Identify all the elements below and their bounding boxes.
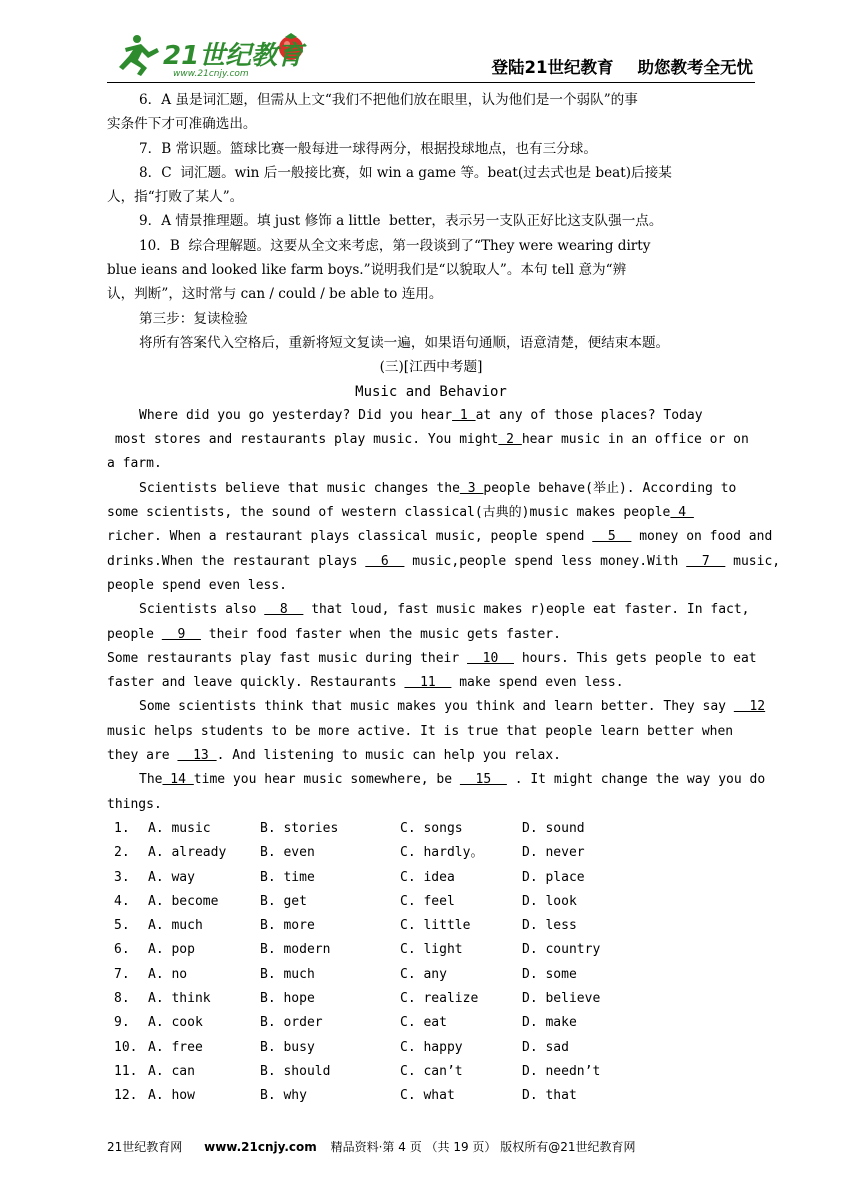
option-row	[107, 1084, 755, 1108]
option-d: D. never	[522, 845, 585, 861]
explanation-line: 认，判断”，这时常与 can / could / be able to 连用。	[107, 286, 443, 303]
option-row	[107, 914, 755, 938]
option-a: A. way	[148, 869, 195, 885]
option-b: B. much	[260, 966, 315, 982]
site-logo	[111, 30, 311, 80]
option-a: A. can	[148, 1063, 195, 1079]
document-body	[107, 88, 781, 1108]
option-a: A. how	[148, 1088, 195, 1104]
option-row	[107, 963, 755, 987]
blank: 13	[177, 748, 217, 764]
option-b: B. should	[260, 1063, 331, 1079]
option-d: D. that	[522, 1088, 577, 1104]
option-b: B. more	[260, 918, 315, 934]
option-b: B. modern	[260, 942, 331, 958]
option-row	[107, 1060, 755, 1084]
option-n: 10.	[114, 1039, 138, 1055]
option-n: 1.	[114, 820, 130, 836]
option-c: C. idea	[400, 869, 455, 885]
option-a: A. much	[148, 918, 203, 934]
blank: 9	[161, 626, 201, 642]
options-list	[107, 817, 755, 1109]
option-n: 9.	[114, 1015, 130, 1031]
option-d: D. needn’t	[522, 1063, 601, 1079]
option-row	[107, 1036, 755, 1060]
header-slogan	[492, 54, 753, 78]
option-b: B. get	[260, 893, 307, 909]
explanation-line: 6．A 虽是词汇题，但需从上文“我们不把他们放在眼里，认为他们是一个弱队”的事	[139, 92, 638, 108]
option-b: B. busy	[260, 1039, 315, 1055]
option-c: C. hardly。	[400, 845, 484, 861]
option-d: D. believe	[522, 990, 601, 1006]
option-d: D. sound	[522, 820, 585, 836]
blank: 5	[592, 529, 632, 545]
blank: 2	[498, 432, 522, 448]
footer-url: www.21cnjy.com	[204, 1140, 317, 1154]
option-n: 11.	[114, 1063, 138, 1079]
option-c: C. light	[400, 942, 463, 958]
option-c: C. realize	[400, 990, 479, 1006]
option-n: 4.	[114, 893, 130, 909]
option-n: 2.	[114, 845, 130, 861]
option-a: A. become	[148, 893, 219, 909]
option-n: 5.	[114, 918, 130, 934]
option-c: C. eat	[400, 1015, 447, 1031]
step-heading: 第三步：复读检验	[139, 310, 248, 327]
option-c: C. can’t	[400, 1063, 463, 1079]
option-a: A. cook	[148, 1015, 203, 1031]
option-d: D. sad	[522, 1039, 569, 1055]
svg-text:21世纪教育: 21世纪教育	[163, 41, 304, 71]
option-d: D. less	[522, 918, 577, 934]
option-b: B. even	[260, 845, 315, 861]
slogan-right: 助您教考全无忧	[637, 58, 753, 77]
explanation-line: 将所有答案代入空格后，重新将短文复读一遍，如果语句通顺，语意清楚，便结束本题。	[139, 334, 670, 351]
option-c: C. songs	[400, 820, 463, 836]
option-b: B. order	[260, 1015, 323, 1031]
option-n: 6.	[114, 942, 130, 958]
footer-text: 精品资料·第 4 页 （共 19 页） 版权所有@21世纪教育网	[330, 1140, 636, 1154]
option-row	[107, 987, 755, 1011]
option-a: A. already	[148, 845, 227, 861]
option-a: A. free	[148, 1039, 203, 1055]
explanation-line: blue ieans and looked like farm boys.”说明我们是“以貌取人”。本句 tell 意为“辨	[107, 262, 627, 279]
option-c: C. what	[400, 1088, 455, 1104]
option-n: 12.	[114, 1088, 138, 1104]
explanation-line: 实条件下才可准确选出。	[107, 116, 257, 133]
blank: 3	[459, 480, 484, 496]
option-b: B. hope	[260, 990, 315, 1006]
page-footer	[107, 1138, 755, 1155]
option-b: B. why	[260, 1088, 307, 1104]
option-c: C. any	[400, 966, 447, 982]
explanation-line: 7．B 常识题。篮球比赛一般每进一球得两分，根据投球地点，也有三分球。	[139, 140, 597, 157]
option-row	[107, 1011, 755, 1035]
option-d: D. some	[522, 966, 577, 982]
option-row	[107, 841, 755, 865]
blank: 6	[365, 553, 405, 569]
blank: 8	[264, 602, 304, 618]
option-c: C. feel	[400, 893, 455, 909]
option-d: D. place	[522, 869, 585, 885]
slogan-left: 登陆21世纪教育	[491, 58, 614, 77]
option-d: D. make	[522, 1015, 577, 1031]
blank: 1	[452, 407, 476, 423]
option-a: A. no	[148, 966, 188, 982]
page-header	[107, 30, 755, 83]
explanation-line: 8．C 词汇题。win 后一般接比赛，如 win a game 等。beat(过去式也是 beat)后接某	[139, 164, 672, 181]
option-n: 3.	[114, 869, 130, 885]
option-c: C. little	[400, 918, 471, 934]
blank: 7	[686, 553, 726, 569]
option-row	[107, 938, 755, 962]
option-b: B. time	[260, 869, 315, 885]
option-row	[107, 866, 755, 890]
section-label: (三)[江西中考题]	[379, 359, 483, 376]
option-row	[107, 817, 755, 841]
passage-title: Music and Behavior	[355, 383, 507, 400]
option-a: A. think	[148, 990, 211, 1006]
blank: 12	[733, 699, 766, 715]
option-n: 8.	[114, 990, 130, 1006]
option-d: D. country	[522, 942, 601, 958]
blank: 10	[467, 650, 514, 666]
blank: 15	[459, 772, 507, 788]
explanation-line: 10．B 综合理解题。这要从全文来考虑，第一段谈到了“They were wearing dirty	[139, 237, 651, 254]
option-c: C. happy	[400, 1039, 463, 1055]
option-a: A. music	[148, 820, 211, 836]
option-b: B. stories	[260, 820, 339, 836]
svg-text:www.21cnjy.com: www.21cnjy.com	[173, 69, 249, 79]
option-d: D. look	[522, 893, 577, 909]
blank: 11	[404, 675, 452, 691]
option-a: A. pop	[148, 942, 195, 958]
blank: 4	[670, 505, 694, 521]
passage: Where did you go yesterday? Did you hear 1 at any of those places? Today most stores and restaurants play music. You might 2 hear music in an office or on a farm. Scientists believe that music changes the 3 people behave(举止). According to some scientists, the sound of western classical(古典的)music makes people 4 richer. When a restaurant plays classical music, people spend 5 money on food and drinks.When the restaurant plays 6 music,people spend less money.With 7 music, people spend even less. Scientists also 8 that loud, fast music makes r)eople eat faster. In fact, people 9 their food faster when the music gets faster. Some restaurants play fast music during their 10 hours. This gets people to eat faster and leave quickly. Restaurants 11 make spend even less. Some scientists think that music makes you think and learn better. They say 12 music helps students to be more active. It is true that people learn better when they are 13 . And listening to music can help you relax. The 14 time you hear music somewhere, be 15 . It might change the way you do things.	[107, 407, 781, 812]
option-row	[107, 890, 755, 914]
option-n: 7.	[114, 966, 130, 982]
blank: 14	[162, 772, 194, 788]
footer-site: 21世纪教育网	[107, 1140, 183, 1154]
explanation-line: 人，指“打败了某人”。	[107, 189, 244, 206]
explanation-line: 9．A 情景推理题。填 just 修饰 a little better，表示另一支队正好比这支队强一点。	[139, 213, 663, 230]
